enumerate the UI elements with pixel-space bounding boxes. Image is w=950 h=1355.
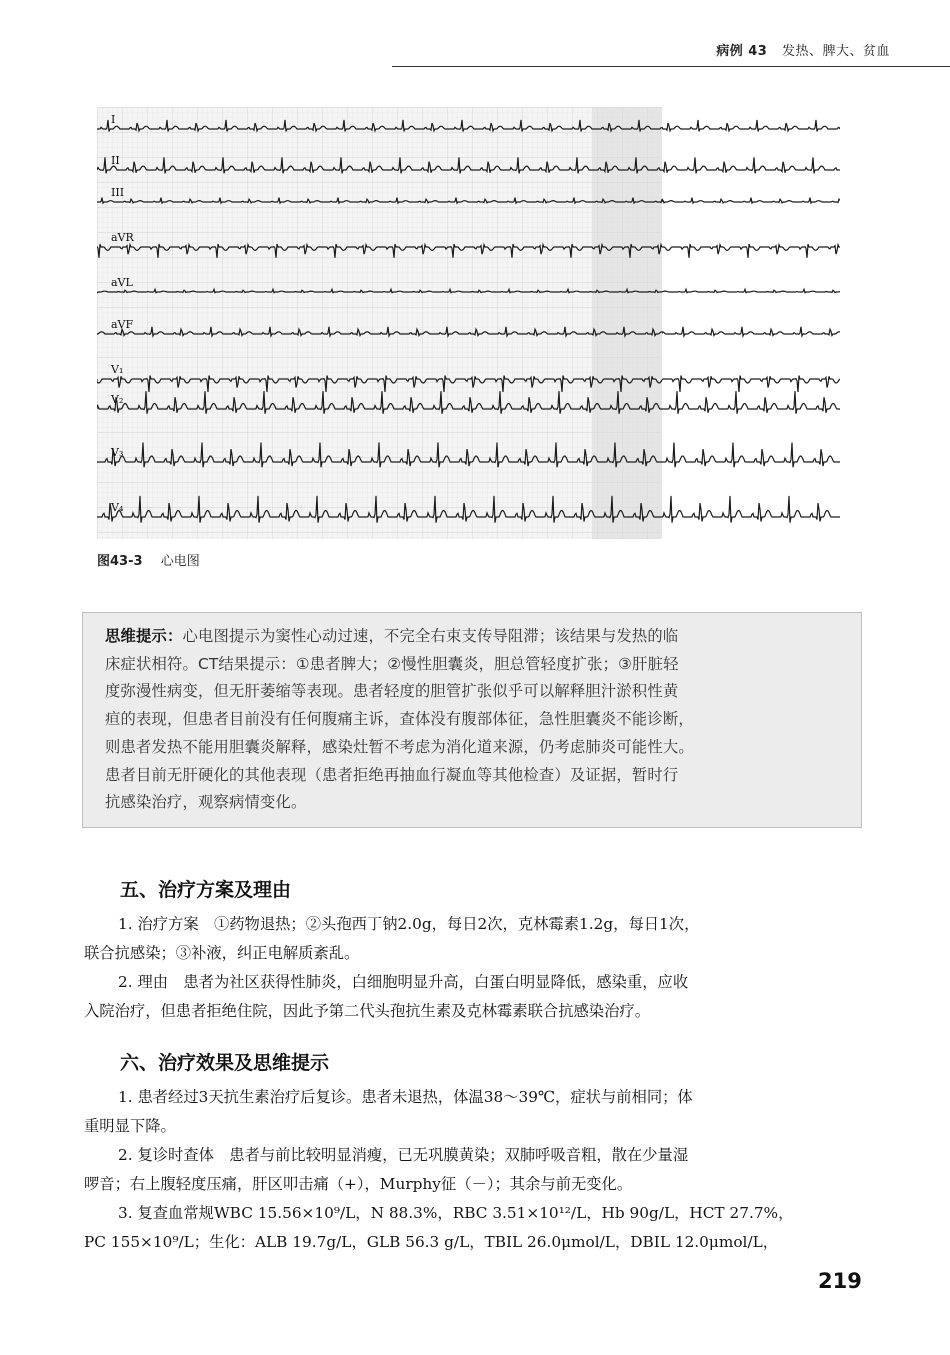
figure-title: 心电图 bbox=[160, 554, 200, 569]
thinking-hint-box bbox=[82, 612, 862, 828]
hint-line: 则患者发热不能用胆囊炎解释，感染灶暂不考虑为消化道来源，仍考虑肺炎可能性大。 bbox=[105, 737, 694, 756]
ecg-lead-label: I bbox=[111, 113, 116, 126]
paragraph-line: 2. 理由 患者为社区获得性肺炎，白细胞明显升高，白蛋白明显降低，感染重，应收 bbox=[118, 973, 689, 991]
section-heading-treatment: 五、治疗方案及理由 bbox=[120, 879, 292, 901]
paragraph-line: 入院治疗，但患者拒绝住院，因此予第二代头孢抗生素及克林霉素联合抗感染治疗。 bbox=[84, 1002, 650, 1020]
ecg-figure-right bbox=[662, 107, 840, 539]
ecg-lead-label: aVL bbox=[111, 276, 133, 289]
exam-paragraph bbox=[84, 1141, 874, 1199]
ecg-lead-label: V₄ bbox=[111, 501, 124, 514]
ecg-lead-label: II bbox=[111, 154, 120, 167]
ecg-tracing bbox=[97, 107, 662, 539]
case-topic: 发热、脾大、贫血 bbox=[781, 44, 890, 59]
hint-line bbox=[105, 623, 841, 651]
ecg-lead-label: V₁ bbox=[111, 363, 124, 376]
ecg-lead-label: V₂ bbox=[111, 393, 124, 406]
header-rule bbox=[392, 66, 950, 67]
paragraph-line: 1. 患者经过3天抗生素治疗后复诊。患者未退热，体温38～39℃，症状与前相同；体 bbox=[118, 1088, 693, 1106]
paragraph-line: 1. 治疗方案 ①药物退热；②头孢西丁钠2.0g，每日2次，克林霉素1.2g，每日1次， bbox=[118, 915, 700, 933]
ecg-lead-label: aVR bbox=[111, 231, 134, 244]
hint-line: 度弥漫性病变，但无肝萎缩等表现。患者轻度的胆管扩张似乎可以解释胆汁淤积性黄 bbox=[105, 682, 679, 701]
section-heading-outcome: 六、治疗效果及思维提示 bbox=[120, 1052, 330, 1074]
treatment-plan-paragraph bbox=[84, 910, 874, 968]
page-number: 219 bbox=[818, 1269, 862, 1293]
ecg-lead-label: aVF bbox=[111, 318, 134, 331]
paragraph-line: 2. 复诊时查体 患者与前比较明显消瘦，已无巩膜黄染；双肺呼吸音粗，散在少量湿 bbox=[118, 1146, 689, 1164]
hint-line: 患者目前无肝硬化的其他表现（患者拒绝再抽血行凝血等其他检查）及证据，暂时行 bbox=[105, 765, 679, 784]
figure-caption bbox=[97, 550, 200, 569]
paragraph-line: 重明显下降。 bbox=[84, 1117, 176, 1135]
ecg-tracing-right bbox=[662, 107, 840, 539]
hint-text: 心电图提示为窦性心动过速，不完全右束支传导阻滞；该结果与发热的临 bbox=[182, 627, 679, 645]
paragraph-line: 啰音；右上腹轻度压痛，肝区叩击痛（+），Murphy征（－）；其余与前无变化。 bbox=[84, 1175, 633, 1193]
hint-line: 抗感染治疗，观察病情变化。 bbox=[105, 793, 307, 812]
hint-line: 疸的表现，但患者目前没有任何腹痛主诉，查体没有腹部体征，急性胆囊炎不能诊断， bbox=[105, 710, 694, 729]
ecg-figure bbox=[97, 107, 662, 539]
followup-paragraph bbox=[84, 1083, 874, 1141]
running-header bbox=[716, 40, 890, 59]
treatment-reason-paragraph bbox=[84, 968, 874, 1026]
paragraph-line: 联合抗感染；③补液，纠正电解质紊乱。 bbox=[84, 944, 360, 962]
hint-line: 床症状相符。CT结果提示：①患者脾大；②慢性胆囊炎，胆总管轻度扩张；③肝脏轻 bbox=[105, 654, 679, 673]
paragraph-line: PC 155×10⁹/L；生化：ALB 19.7g/L，GLB 56.3 g/L，TBIL 26.0μmol/L，DBIL 12.0μmol/L， bbox=[84, 1233, 779, 1251]
figure-number: 图43-3 bbox=[97, 554, 143, 569]
hint-label: 思维提示： bbox=[105, 627, 183, 645]
ecg-lead-label: V₃ bbox=[111, 446, 124, 459]
paragraph-line: 3. 复查血常规WBC 15.56×10⁹/L，N 88.3%，RBC 3.51×10¹²/L，Hb 90g/L，HCT 27.7%， bbox=[118, 1204, 794, 1222]
case-label: 病例 43 bbox=[716, 44, 768, 59]
ecg-lead-label: III bbox=[111, 186, 125, 199]
labs-paragraph bbox=[84, 1199, 874, 1257]
